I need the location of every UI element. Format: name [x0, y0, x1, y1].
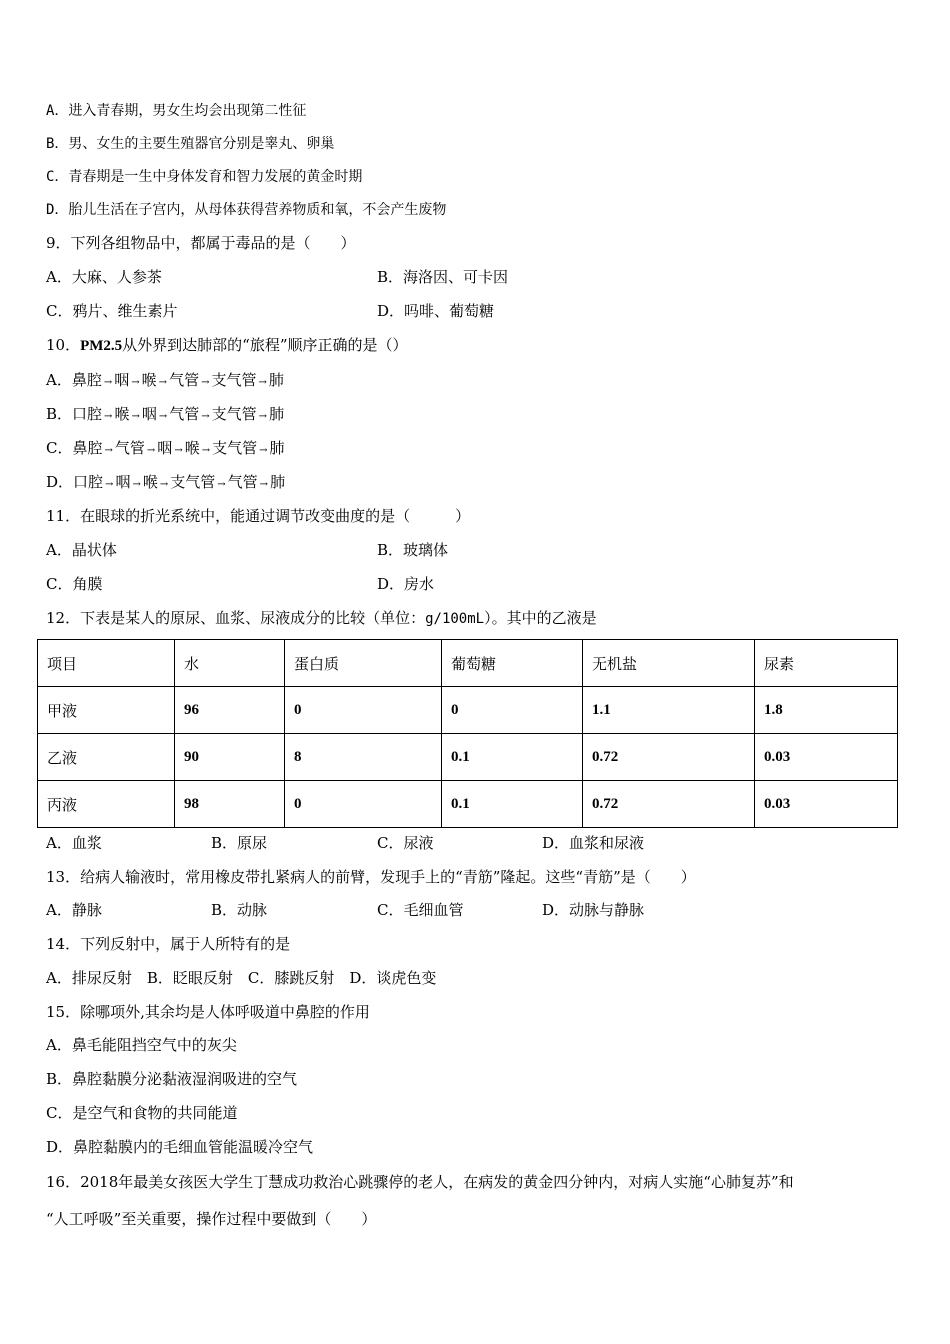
arrow-icon: →: [174, 445, 183, 456]
arrow-icon: →: [146, 445, 156, 456]
table-header-cell: 蛋白质: [285, 640, 442, 687]
q15-option-b: B．鼻腔黏膜分泌黏液湿润吸进的空气: [46, 1070, 298, 1088]
table-cell: 0: [442, 687, 583, 734]
route-step: 咽: [157, 439, 173, 457]
arrow-icon: →: [132, 479, 141, 490]
q13-option-a: A．静脉: [46, 901, 102, 919]
q12-option-d: D．血浆和尿液: [542, 834, 645, 852]
q13-option-b: B．动脉: [211, 901, 268, 919]
route-step: 喉: [142, 473, 158, 491]
arrow-icon: →: [131, 411, 140, 422]
q11-option-d: D．房水: [377, 575, 435, 593]
table-cell: 98: [175, 781, 285, 828]
q9-option-d: D．吗啡、葡萄糖: [377, 302, 495, 320]
q8-option-c: C．青春期是一生中身体发育和智力发展的黄金时期: [46, 169, 363, 185]
arrow-icon: →: [217, 479, 226, 490]
q12-stem: 12．下表是某人的原尿、血浆、尿液成分的比较（单位：g/100mL）。其中的乙液是: [46, 609, 597, 627]
table-row-label: 乙液: [38, 734, 175, 781]
q8-option-d: D．胎儿生活在子宫内，从母体获得营养物质和氧，不会产生废物: [46, 202, 447, 218]
q15-option-c: C．是空气和食物的共同能道: [46, 1104, 238, 1122]
arrow-icon: →: [259, 445, 268, 456]
table-cell: 96: [175, 687, 285, 734]
arrow-icon: →: [201, 445, 211, 456]
table-row: [38, 734, 898, 781]
table-cell: 0.03: [755, 781, 898, 828]
arrow-icon: →: [158, 411, 168, 422]
q13-option-c: C．毛细血管: [377, 901, 464, 919]
route-step: 喉: [184, 439, 200, 457]
option-label: C．: [46, 439, 73, 457]
q9-stem: 9．下列各组物品中，都属于毒品的是（ ）: [46, 234, 356, 252]
route-step: 肺: [269, 405, 285, 423]
route-step: 肺: [269, 439, 285, 457]
q10-option-b: [46, 404, 284, 427]
route-step: 喉: [114, 405, 130, 423]
q9-option-c: C．鸦片、维生素片: [46, 302, 178, 320]
route-step: 支气管: [211, 405, 257, 423]
table-cell: 8: [285, 734, 442, 781]
q11-stem: 11．在眼球的折光系统中，能通过调节改变曲度的是（ ）: [46, 507, 471, 525]
option-label: A．: [46, 371, 72, 389]
route-step: 咽: [114, 371, 130, 389]
q11-option-c: C．角膜: [46, 575, 103, 593]
q10-option-a: [46, 370, 284, 393]
arrow-icon: →: [103, 377, 113, 388]
q11-option-a: A．晶状体: [46, 541, 117, 559]
table-row-label: 丙液: [38, 781, 175, 828]
route-step: 气管: [169, 371, 200, 389]
table-header-cell: 项目: [38, 640, 175, 687]
route-step: 鼻腔: [72, 439, 103, 457]
route-step: 喉: [141, 371, 157, 389]
route-step: 支气管: [170, 473, 216, 491]
arrow-icon: →: [158, 377, 168, 388]
arrow-icon: →: [104, 411, 113, 422]
q15-option-d: D．鼻腔黏膜内的毛细血管能温暖冷空气: [46, 1138, 314, 1156]
q16-stem-line2: “人工呼吸”至关重要，操作过程中要做到（ ）: [46, 1210, 377, 1228]
table-cell: 0.03: [755, 734, 898, 781]
arrow-icon: →: [105, 479, 114, 490]
route-step: 口腔: [73, 473, 104, 491]
q12-option-b: B．原尿: [211, 834, 268, 852]
table-cell: 0.1: [442, 734, 583, 781]
route-step: 肺: [270, 473, 286, 491]
q9-option-a: A．大麻、人参茶: [46, 268, 162, 286]
q14-stem: 14．下列反射中，属于人所特有的是: [46, 935, 291, 953]
q13-stem: 13．给病人输液时，常用橡皮带扎紧病人的前臂，发现手上的“青筋”隆起。这些“青筋”是（ ）: [46, 868, 696, 886]
option-label: B．: [46, 405, 73, 423]
arrow-icon: →: [131, 377, 140, 388]
q15-stem: 15．除哪项外,其余均是人体呼吸道中鼻腔的作用: [46, 1003, 370, 1021]
arrow-icon: →: [104, 445, 113, 456]
route-step: 口腔: [72, 405, 103, 423]
option-label: D．: [46, 473, 74, 491]
q13-option-d: D．动脉与静脉: [542, 901, 645, 919]
table-header-cell: 水: [175, 640, 285, 687]
table-header-row: [38, 640, 898, 687]
arrow-icon: →: [259, 479, 269, 490]
route-step: 鼻腔: [71, 371, 102, 389]
table-header-cell: 葡萄糖: [442, 640, 583, 687]
q15-option-a: A．鼻毛能阻挡空气中的灰尖: [46, 1036, 237, 1054]
table-row: [38, 687, 898, 734]
table-header-cell: 无机盐: [583, 640, 755, 687]
route-step: 支气管: [212, 439, 258, 457]
table-row-label: 甲液: [38, 687, 175, 734]
q14-options: A．排尿反射 B．眨眼反射 C．膝跳反射 D．谈虎色变: [46, 969, 437, 987]
table-cell: 0.72: [583, 734, 755, 781]
table-cell: 90: [175, 734, 285, 781]
table-cell: 0: [285, 687, 442, 734]
route-step: 支气管: [211, 371, 257, 389]
q8-option-b: B．男、女生的主要生殖器官分别是睾丸、卵巢: [46, 136, 335, 152]
table-row: [38, 781, 898, 828]
q9-option-b: B．海洛因、可卡因: [377, 268, 509, 286]
arrow-icon: →: [258, 411, 268, 422]
route-step: 气管: [227, 473, 258, 491]
composition-table: [37, 639, 898, 828]
q16-stem: 16．2018年最美女孩医大学生丁慧成功救治心跳骤停的老人，在病发的黄金四分钟内，对病人实施“心肺复苏”和: [46, 1173, 794, 1191]
route-step: 气管: [114, 439, 145, 457]
table-header-cell: 尿素: [755, 640, 898, 687]
route-step: 咽: [141, 405, 157, 423]
q12-option-c: C．尿液: [377, 834, 434, 852]
q12-option-a: A．血浆: [46, 834, 102, 852]
route-step: 气管: [169, 405, 200, 423]
arrow-icon: →: [159, 479, 169, 490]
table-cell: 0.72: [583, 781, 755, 828]
q10-option-d: [46, 472, 285, 495]
table-cell: 0: [285, 781, 442, 828]
table-cell: 0.1: [442, 781, 583, 828]
arrow-icon: →: [201, 411, 210, 422]
route-step: 咽: [115, 473, 131, 491]
q11-option-b: B．玻璃体: [377, 541, 449, 559]
table-cell: 1.1: [583, 687, 755, 734]
q10-option-c: [46, 438, 285, 461]
arrow-icon: →: [258, 377, 267, 388]
arrow-icon: →: [201, 377, 210, 388]
q8-option-a: A．进入青春期，男女生均会出现第二性征: [46, 103, 307, 119]
q10-stem: 10．PM2.5从外界到达肺部的“旅程”顺序正确的是（）: [46, 336, 408, 354]
route-step: 肺: [268, 371, 284, 389]
table-cell: 1.8: [755, 687, 898, 734]
